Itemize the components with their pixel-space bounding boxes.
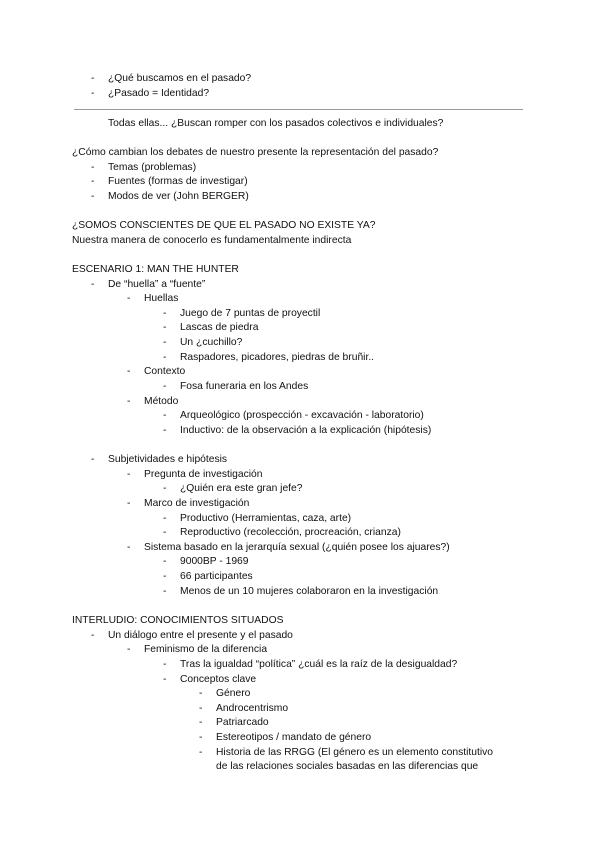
bullet-item: Sistema basado en la jerarquía sexual (¿quién posee los ajuares?) — [144, 542, 450, 553]
bullet-item: Arqueológico (prospección - excavación - laboratorio) — [180, 410, 424, 421]
horizontal-divider — [74, 109, 523, 110]
conscious-question: ¿SOMOS CONSCIENTES DE QUE EL PASADO NO EXISTE YA? — [72, 220, 376, 231]
bullet-dash: - — [163, 425, 167, 436]
bullet-dash: - — [163, 322, 167, 333]
bullet-dash: - — [91, 454, 95, 465]
bullet-dash: - — [127, 498, 131, 509]
bullet-item: Conceptos clave — [180, 674, 257, 685]
bullet-dash: - — [163, 674, 167, 685]
bullet-item: Modos de ver (John BERGER) — [108, 191, 249, 202]
bullet-dash: - — [163, 586, 167, 597]
bullet-item: 9000BP - 1969 — [180, 556, 249, 567]
bullet-item: Feminismo de la diferencia — [144, 644, 268, 655]
bullet-dash: - — [163, 659, 167, 670]
bullet-item: Método — [144, 396, 179, 407]
bullet-item: Patriarcado — [216, 717, 269, 728]
bullet-dash: - — [91, 88, 95, 99]
bullet-item: Fosa funeraria en los Andes — [180, 381, 309, 392]
bullet-dash: - — [127, 396, 131, 407]
bullet-dash: - — [163, 410, 167, 421]
bullet-dash: - — [163, 308, 167, 319]
bullet-dash: - — [199, 688, 203, 699]
bullet-dash: - — [127, 644, 131, 655]
section-heading: INTERLUDIO: CONOCIMIENTOS SITUADOS — [72, 615, 284, 626]
bullet-item: Reproductivo (recolección, procreación, crianza) — [180, 527, 401, 538]
bullet-dash: - — [163, 483, 167, 494]
bullet-item: Historia de las RRGG (El género es un elemento constitutivo — [216, 747, 494, 758]
bullet-dash: - — [91, 162, 95, 173]
bullet-item: Productivo (Herramientas, caza, arte) — [180, 513, 352, 524]
bullet-item: Fuentes (formas de investigar) — [108, 176, 248, 187]
debates-question: ¿Cómo cambian los debates de nuestro presente la representación del pasado? — [72, 147, 439, 158]
bullet-item: ¿Qué buscamos en el pasado? — [108, 73, 252, 84]
bullet-dash: - — [163, 337, 167, 348]
bullet-item: Androcentrismo — [216, 703, 289, 714]
bullet-dash: - — [127, 469, 131, 480]
bullet-item: Tras la igualdad “política” ¿cuál es la raíz de la desigualdad? — [180, 659, 458, 670]
bullet-dash: - — [199, 703, 203, 714]
bullet-item: Un ¿cuchillo? — [180, 337, 243, 348]
bullet-dash: - — [163, 513, 167, 524]
bullet-item: De “huella” a “fuente” — [108, 279, 206, 290]
bullet-item: Subjetividades e hipótesis — [108, 454, 228, 465]
bullet-dash: - — [91, 73, 95, 84]
bullet-item: Juego de 7 puntas de proyectil — [180, 308, 321, 319]
bullet-item: Pregunta de investigación — [144, 469, 263, 480]
bullet-dash: - — [163, 352, 167, 363]
bullet-item: Inductivo: de la observación a la explicación (hipótesis) — [180, 425, 432, 436]
bullet-dash: - — [127, 366, 131, 377]
bullet-item: Estereotipos / mandato de género — [216, 732, 372, 743]
bullet-continuation: de las relaciones sociales basadas en las diferencias que — [216, 761, 479, 772]
bullet-item: Temas (problemas) — [108, 162, 197, 173]
bullet-item: ¿Pasado = Identidad? — [108, 88, 210, 99]
bullet-item: Lascas de piedra — [180, 322, 259, 333]
bullet-item: 66 participantes — [180, 571, 253, 582]
bullet-item: Raspadores, picadores, piedras de bruñir.. — [180, 352, 375, 363]
bullet-dash: - — [91, 176, 95, 187]
conscious-answer: Nuestra manera de conocerlo es fundamentalmente indirecta — [72, 235, 352, 246]
bullet-dash: - — [91, 279, 95, 290]
bullet-item: Contexto — [144, 366, 186, 377]
bullet-dash: - — [163, 571, 167, 582]
bullet-dash: - — [91, 191, 95, 202]
bullet-item: ¿Quién era este gran jefe? — [180, 483, 303, 494]
bullet-item: Menos de un 10 mujeres colaboraron en la investigación — [180, 586, 439, 597]
bullet-dash: - — [127, 293, 131, 304]
bullet-item: Huellas — [144, 293, 179, 304]
intro-note: Todas ellas... ¿Buscan romper con los pasados colectivos e individuales? — [108, 118, 444, 129]
bullet-item: Marco de investigación — [144, 498, 250, 509]
bullet-item: Un diálogo entre el presente y el pasado — [108, 630, 293, 641]
bullet-item: Género — [216, 688, 251, 699]
bullet-dash: - — [163, 381, 167, 392]
bullet-dash: - — [199, 717, 203, 728]
section-heading: ESCENARIO 1: MAN THE HUNTER — [72, 264, 239, 275]
bullet-dash: - — [199, 747, 203, 758]
bullet-dash: - — [199, 732, 203, 743]
bullet-dash: - — [127, 542, 131, 553]
bullet-dash: - — [163, 556, 167, 567]
bullet-dash: - — [163, 527, 167, 538]
bullet-dash: - — [91, 630, 95, 641]
